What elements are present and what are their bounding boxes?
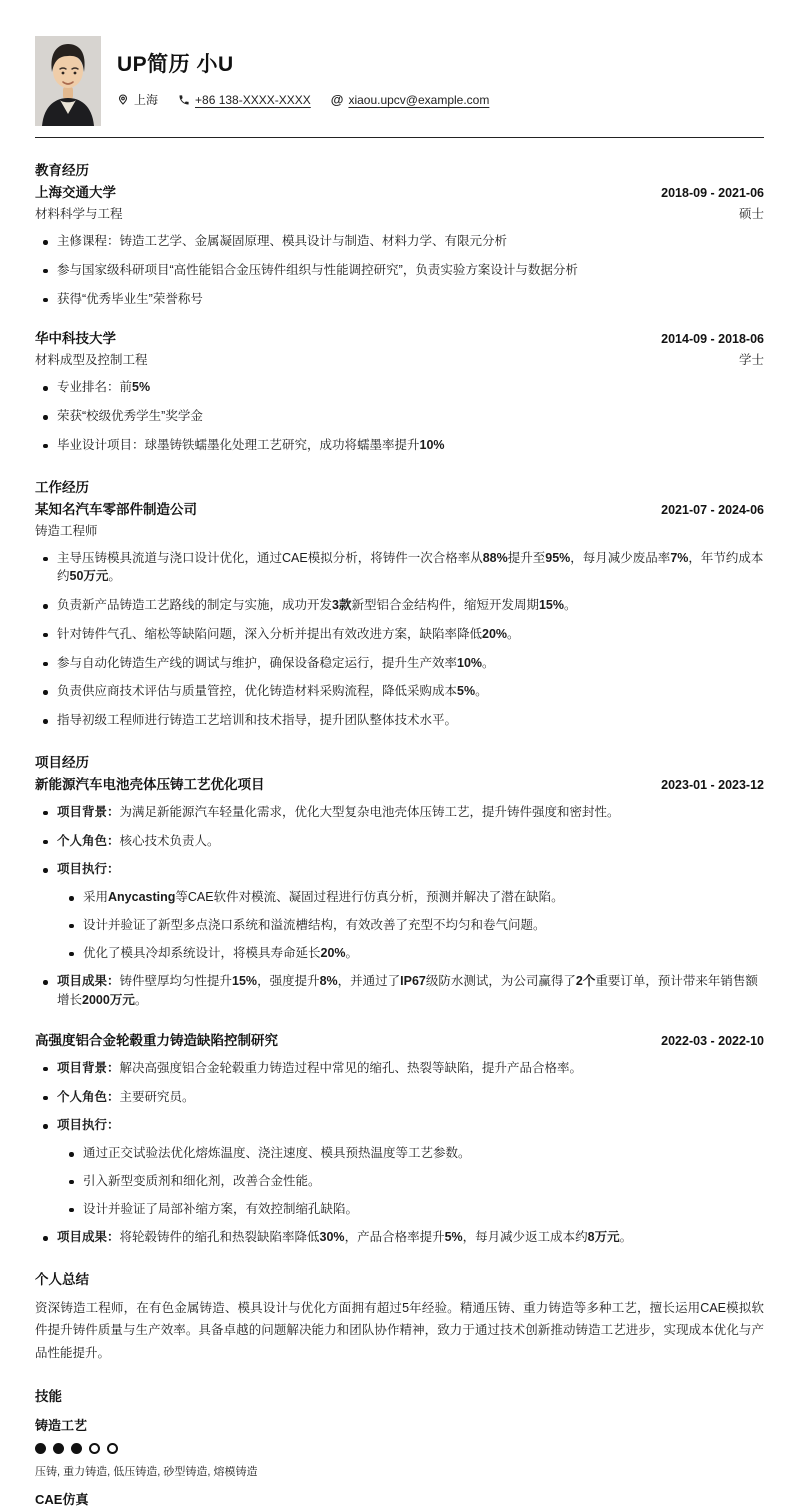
entry-title: 华中科技大学: [35, 331, 116, 347]
entry-head: [35, 498, 764, 518]
entry-date: 2018-09 - 2021-06: [661, 186, 764, 200]
page-title: UP简历 小U: [117, 53, 234, 76]
entry-title: 上海交通大学: [35, 185, 116, 200]
section-summary: [35, 1268, 764, 1364]
bullet-sublist: [61, 888, 764, 962]
entry-head: [35, 773, 764, 793]
bullet-item: 项目背景：解决高强度铝合金轮毂重力铸造过程中常见的缩孔、热裂等缺陷，提升产品合格率。: [35, 1059, 764, 1078]
entry-title: 高强度铝合金轮毂重力铸造缺陷控制研究: [35, 1032, 278, 1048]
bullet-list: [35, 549, 764, 730]
entry-subtitle: 材料科学与工程: [35, 207, 123, 221]
bullet-item: 荣获“校级优秀学生”奖学金: [35, 407, 764, 426]
entry-date: 2014-09 - 2018-06: [661, 332, 764, 347]
summary-paragraph: 资深铸造工程师，在有色金属铸造、模具设计与优化方面拥有超过5年经验。精通压铸、重力铸造等多种工艺，擅长运用CAE模拟软件提升铸件质量与生产效率。具备卓越的问题解决能力和团队协作精神，致力于通过技术创新推动铸造工艺进步，实现成本优化与产品性能提升。: [35, 1301, 764, 1360]
entry-subtitle: 材料成型及控制工程: [35, 353, 148, 368]
section-education: [35, 159, 764, 455]
entry-head: [35, 327, 764, 347]
entry-head: [35, 1029, 764, 1049]
skill-name: CAE仿真: [35, 1491, 89, 1507]
bullet-item: 项目执行：: [35, 860, 764, 879]
bullet-list: [35, 803, 764, 1010]
resume-body: [35, 159, 764, 1508]
bullet-list: [35, 378, 764, 454]
section-title: 个人总结: [35, 1272, 89, 1287]
phone-link[interactable]: +86 138-XXXX-XXXX: [195, 92, 311, 107]
bullet-list: [35, 232, 764, 308]
location-pin-icon: [117, 93, 129, 106]
skill-level: [35, 1443, 764, 1454]
entry-date: 2022-03 - 2022-10: [661, 1033, 764, 1048]
section-skills: [35, 1385, 764, 1508]
bullet-item: 主导压铸模具流道与浇口设计优化，通过CAE模拟分析，将铸件一次合格率从88%提升至95%，每月减少废品率7%，年节约成本约50万元。: [35, 549, 764, 587]
education-entry: [35, 327, 764, 454]
phone-icon: [178, 94, 190, 106]
at-sign-icon: @: [330, 92, 344, 107]
entry-date: 2023-01 - 2023-12: [661, 777, 764, 792]
entry-meta: 学士: [738, 353, 764, 368]
section-projects: [35, 751, 764, 1247]
skill-name: 铸造工艺: [35, 1417, 88, 1433]
entry-title: 某知名汽车零部件制造公司: [35, 501, 197, 517]
entry-head: [35, 181, 764, 201]
bullet-item: 专业排名：前5%: [35, 378, 764, 397]
bullet-item: 项目背景：为满足新能源汽车轻量化需求，优化大型复杂电池壳体压铸工艺，提升铸件强度和密封性。: [35, 803, 764, 822]
avatar: [35, 36, 101, 126]
skill-level-dot: [89, 1443, 100, 1454]
section-title: 技能: [35, 1388, 62, 1404]
bullet-item: 针对铸件气孔、缩松等缺陷问题，深入分析并提出有效改进方案，缺陷率降低20%。: [35, 625, 764, 644]
contact-phone: [178, 93, 311, 107]
work-entry: [35, 498, 764, 730]
avatar-photo: [35, 36, 101, 126]
section-title: 工作经历: [35, 479, 89, 495]
bullet-subitem: 采用Anycasting等CAE软件对模流、凝固过程进行仿真分析，预测并解决了潜在缺陷。: [61, 888, 764, 907]
bullet-sublist: [61, 1144, 764, 1218]
entry-meta: 硕士: [738, 207, 764, 221]
entry-title: 新能源汽车电池壳体压铸工艺优化项目: [35, 776, 265, 792]
header-divider: [35, 137, 764, 138]
bullet-item: 项目成果：铸件壁厚均匀性提升15%，强度提升8%，并通过了IP67级防水测试，为公司赢得了2个重要订单，预计带来年销售额增长2000万元。: [35, 972, 764, 1010]
bullet-item: 负责新产品铸造工艺路线的制定与实施，成功开发3款新型铝合金结构件，缩短开发周期15%。: [35, 596, 764, 615]
bullet-item: 项目执行：: [35, 1116, 764, 1135]
bullet-subitem: 优化了模具冷却系统设计，将模具寿命延长20%。: [61, 944, 764, 963]
skill-level-dot: [71, 1443, 82, 1454]
bullet-item: 参与国家级科研项目“高性能铝合金压铸件组织与性能调控研究”，负责实验方案设计与数据分析: [35, 261, 764, 280]
contact-email: [331, 92, 490, 107]
bullet-item: 个人角色：主要研究员。: [35, 1088, 764, 1107]
bullet-subitem: 设计并验证了新型多点浇口系统和溢流槽结构，有效改善了充型不均匀和卷气问题。: [61, 916, 764, 935]
bullet-item: 负责供应商技术评估与质量管控，优化铸造材料采购流程，降低采购成本5%。: [35, 682, 764, 701]
contact-row: [117, 91, 489, 108]
projects-entry: [35, 773, 764, 1010]
bullet-subitem: 通过正交试验法优化熔炼温度、浇注速度、模具预热温度等工艺参数。: [61, 1144, 764, 1163]
bullet-item: 获得“优秀毕业生”荣誉称号: [35, 290, 764, 309]
entry-subhead: [35, 350, 764, 368]
bullet-item: 个人角色：核心技术负责人。: [35, 832, 764, 851]
entry-subtitle: 铸造工程师: [35, 523, 98, 538]
skill-group: [35, 1415, 764, 1479]
location-text: 上海: [134, 93, 159, 107]
bullet-item: 指导初级工程师进行铸造工艺培训和技术指导，提升团队整体技术水平。: [35, 711, 764, 730]
header: [35, 36, 764, 126]
education-entry: [35, 181, 764, 308]
bullet-item: 项目成果：将轮毂铸件的缩孔和热裂缺陷率降低30%，产品合格率提升5%，每月减少返工成本约8万元。: [35, 1228, 764, 1247]
skill-group: [35, 1489, 764, 1508]
section-title: 教育经历: [35, 163, 89, 178]
contact-location: [117, 91, 158, 108]
skill-tags: 压铸, 重力铸造, 低压铸造, 砂型铸造, 熔模铸造: [35, 1465, 258, 1478]
bullet-item: 毕业设计项目：球墨铸铁蠕墨化处理工艺研究，成功将蠕墨率提升10%: [35, 436, 764, 455]
bullet-subitem: 引入新型变质剂和细化剂，改善合金性能。: [61, 1172, 764, 1191]
projects-entry: [35, 1029, 764, 1247]
skill-level-dot: [53, 1443, 64, 1454]
bullet-item: 参与自动化铸造生产线的调试与维护，确保设备稳定运行，提升生产效率10%。: [35, 654, 764, 673]
entry-date: 2021-07 - 2024-06: [661, 502, 764, 517]
entry-subhead: [35, 521, 764, 539]
section-work: [35, 476, 764, 730]
entry-subhead: [35, 204, 764, 222]
bullet-subitem: 设计并验证了局部补缩方案，有效控制缩孔缺陷。: [61, 1200, 764, 1219]
email-link[interactable]: xiaou.upcv@example.com: [348, 92, 490, 107]
bullet-list: [35, 1059, 764, 1247]
skill-level-dot: [107, 1443, 118, 1454]
header-info: [117, 36, 489, 126]
skill-level-dot: [35, 1443, 46, 1454]
bullet-item: 主修课程：铸造工艺学、金属凝固原理、模具设计与制造、材料力学、有限元分析: [35, 232, 764, 251]
section-title: 项目经历: [35, 754, 89, 770]
